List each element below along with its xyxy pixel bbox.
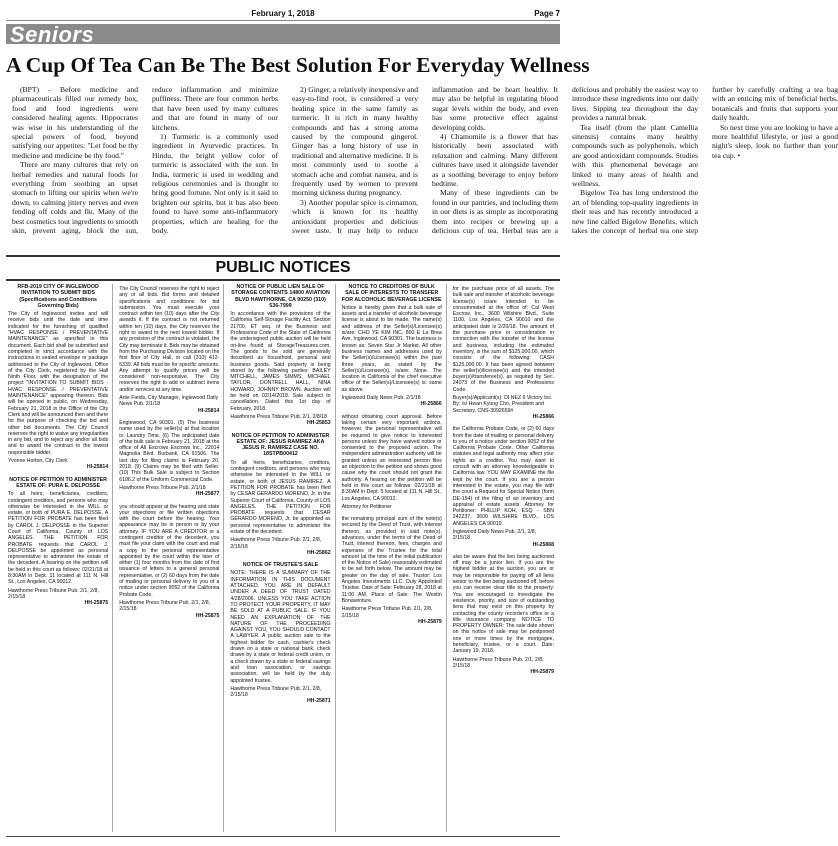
notice-signature: Inglewood Daily News Pub. 2/1, 2/8, 2/15/18	[452, 528, 537, 542]
legal-notice	[342, 414, 442, 510]
notice-signature: Buyer(s)/Applicant(s): DI NEZ 9 Victory Inc. By: /s/ Hwan Kyung Cho, President and Secretary. CNS-3092659#	[452, 395, 553, 414]
notice-id: HH-25875	[195, 612, 220, 619]
notice-signature: Hawthorne Press Tribune Pub. 2/1, 2/8, 2/15/18	[119, 599, 211, 613]
article-paragraph: Bigelow Tea has long understood the art of blending top-quality ingredients in their teas and has recently introduced a new line called Bigelow Benefits, which takes the concept of herbal tea one step further by carefully crafting a tea bag with an enticing mix of beneficial herbs, botanicals and fruits that supports your daily health.	[572, 85, 838, 236]
article-paragraph: 3) Another popular spice is cinnamon, which is known for its healthy antioxidant properties and delicious sweet taste. It may help to reduce inflammation and be heart healthy. It may also be helpful in regulating blood sugar levels within the body, and even has some protective effect against developing colds.	[292, 85, 558, 236]
notice-body: also be aware that the lien being auctioned off may be a junior lien. If you are the highest bidder at the auction, you are or may be responsible for paying off all liens senior to the lien being auctioned off, before you can receive clear title to the property. You are encouraged to investigate the existence, priority, and size of outstanding liens that may exist on this property by contacting the county recorder's office or a title insurance company. NOTICE TO PROPERTY OWNER: The sale date shown on this notice of sale may be postponed one or more times by the mortgagee, beneficiary, trustee, or a court. Date: January 19, 2018.	[452, 553, 554, 655]
notice-column	[8, 284, 113, 832]
article-headline: A Cup Of Tea Can Be The Best Solution For Everyday Wellness	[6, 53, 590, 77]
legal-notice	[342, 516, 442, 625]
notice-id: HH-25853	[306, 420, 331, 427]
notice-title: NOTICE OF PUBLIC LIEN SALE OF STORAGE CONTENTS 14800 AVIATION BLVD HAWTHORNE, CA 90250 (310) 536-7999	[231, 284, 330, 309]
notice-body: NOTE: THERE IS A SUMMARY OF THE INFORMATION IN THIS DOCUMENT ATTACHED. YOU ARE IN DEFAULT UNDER A DEED OF TRUST DATED 4/28/2006. UNLESS YOU TAKE ACTION TO PROTECT YOUR PROPERTY, IT MAY BE SOLD AT A PUBLIC SALE. IF YOU NEED AN EXPLANATION OF THE NATURE OF THE PROCEEDING AGAINST YOU, YOU SHOULD CONTACT A LAWYER. A public auction sale to the highest bidder for cash, cashier's check drawn on a state or national bank, check drawn by a state or federal credit union, or a check drawn by a state or federal savings and loan association, or savings association, will be held by the duly appointed trustee.	[230, 570, 331, 684]
notice-id: HI-25866	[420, 401, 442, 408]
legal-notice	[230, 433, 330, 557]
notice-signature: Hawthorne Press Tribune Pub. 2/1, 2/8, 2/15/18	[341, 606, 433, 619]
legal-notice	[453, 426, 554, 548]
article-paragraph: 1) Turmeric is a commonly used ingredient in Ayurvedic practices. In Hindu, the bright yellow color of turmeric is associated with the sun. In India, turmeric is used in wedding and religious ceremonies and is thought to bring good fortune. Not only is it said to brighten our spirits, but it has also been found to have some anti-inflammatory properties, which are healing for the body.	[152, 132, 278, 236]
notice-id: HH-25862	[306, 549, 331, 556]
article-body	[12, 85, 838, 243]
notice-title: NOTICE OF PETITION TO ADMINISTER ESTATE OF: JESUS RAMIREZ AKA JESUS R. RAMIREZ CASE NO. 18STPB00412	[231, 432, 330, 458]
article-paragraph: (BPT) - Before medicine and pharmaceuticals filled our remedy box, food and food ingredients were considered healing agents. Hippocrates was wise in his understanding of the special powers of food, beyond satisfying our appetites: "Let food be thy medicine and medicine be thy food."	[12, 85, 138, 160]
notice-column	[342, 284, 447, 832]
article-paragraph: So next time you are looking to have a more healthful lifestyle, or just a good night's sleep, look no further than your tea cup. •	[712, 122, 838, 160]
notice-body: To all heirs, beneficiaries, creditors, contingent creditors, and persons who may otherwise be interested in the WILL or estate, or both of JESUS RAMIREZ. A PETITION FOR PROBATE has been filed by CESAR GERARDO MORENO, Jr. in the Superior Court of California, County of LOS ANGELES. THE PETITION FOR PROBATE requests that CESAR GERARDO MORENO, Jr. be appointed as personal representative to administer the estate of the decedent.	[230, 459, 331, 535]
notice-id: HH-25879	[530, 669, 554, 676]
notice-body: the California Probate Code, or (2) 60 days from the date of mailing or personal delivery to you of a notice under section 9052 of the California Probate Code. Other California statutes and legal authority may affect your rights as a creditor. You may want to consult with an attorney knowledgeable in California law. YOU MAY EXAMINE the file kept by the court. If you are a person interested in the estate, you may file with the court a Request for Special Notice (form DE-154) of the filing of an inventory and appraisal of estate assets. Attorney for Petitioner: PHILLIP KOH, ESQ - SBN 242237, 3600 WILSHIRE BLVD., LOS ANGELES CA 90010.	[452, 426, 554, 527]
page-header	[6, 6, 560, 21]
legal-notice	[342, 284, 442, 408]
bottom-rule	[6, 836, 560, 837]
issue-date: February 1, 2018	[251, 8, 315, 18]
article-paragraph: Many of these ingredients can be found in our pantries, and including them in our diets is as simple as incorporating them into recipes or brewing up a delicious cup of tea. Herbal teas are a delicious and probably the easiest way to introduce these ingredients into our daily lives. Sipping tea throughout the day provides a natural break.	[432, 85, 698, 236]
legal-notice	[8, 284, 108, 471]
notice-signature: Attorney for Petitioner	[341, 503, 392, 510]
notice-signature: Artie Fields, City Manager, Inglewood Daily News Pub. 2/1/18	[119, 395, 219, 408]
notice-body: To all heirs, beneficiaries, creditors, contingent creditors, and persons who may otherwise be interested in the WILL or estate, or both of PURA E. DELPOSSE. A PETITION FOR PROBATE has been filed by CAROL J. DELPOSSE in the Superior Court of California, County of LOS ANGELES. THE PETITION FOR PROBATE requests that CAROL J. DELPOSSE be appointed as personal representative to administer the estate of the decedent. A hearing on the petition will be held in this court as follows: 02/21/18 at 8:30AM in Dept. 11 located at 111 N. Hill St., Los Angeles, CA 90012.	[8, 491, 109, 586]
notice-id: HI-25814	[198, 407, 220, 414]
notice-id: HI-25868	[532, 541, 554, 548]
legal-notice	[453, 286, 554, 420]
section-label: Seniors	[10, 22, 95, 47]
notice-signature: Hawthorne Press Tribune Pub. 2/1/18	[119, 484, 206, 491]
legal-notice	[230, 284, 330, 427]
notice-title: RFB-2019 CITY OF INGLEWOOD INVITATION TO SUBMIT BIDS (Specifications and Conditions Governing Bids)	[17, 284, 99, 309]
article-paragraph: Tea itself (from the plant Camellia sinensis) contains many healthy compounds such as polyphenols, which are good antioxidant compounds. Studies with this phenomenal beverage are linked to many areas of health and wellness.	[572, 122, 698, 189]
notice-signature: Hawthorne Press Tribune Pub. 2/1, 2/8/18	[230, 413, 327, 420]
notice-column	[119, 284, 224, 832]
notice-signature: Inglewood Daily News Pub. 2/1/18	[341, 395, 421, 402]
notice-id: HH-25877	[195, 491, 220, 498]
notice-body: you should appear at the hearing and state your objections or file written objections with the court before the hearing. Your appearance may be in person or by your attorney. IF YOU ARE A CREDITOR or a contingent creditor of the decedent, you must file your claim with the court and mail a copy to the personal representative appointed by the court within the later of either (1) four months from the date of first issuance of letters to a general personal representative, or (2) 60 days from the date of mailing or personal delivery to you of a notice under section 9052 of the California Probate Code.	[119, 503, 220, 598]
legal-notice	[8, 477, 108, 607]
legal-notice	[230, 562, 330, 705]
public-notices-grid	[8, 284, 558, 832]
page-number: Page 7	[534, 8, 560, 18]
notice-signature: Hawthorne Press Tribune Pub. 2/1, 2/8, 2/15/18	[8, 587, 99, 600]
notice-body: Notice is hereby given that a bulk sale of assets and a transfer of alcoholic beverage license is about to be made. The name(s) and address of the Seller(s)/Licensee(s) is/are: CHO YE KIM INC, 800 E La Brea Ave, Inglewood, CA 90301. The business is known as: Seven Star Jr Market. All other business names and addresses used by the Seller(s)/Licensee(s) within the past three years, as stated by the Seller(s)/Licensee(s), is/are: None. The location in California of the chief executive office of the Seller(s)/Licensee(s) is: same as above.	[341, 304, 442, 393]
notice-id: HI-25814	[86, 464, 109, 471]
article-paragraph: 2) Ginger, a relatively inexpensive and easy-to-find root, is considered a very healing spice in the same family as turmeric. It is rich in many healthy compounds and has a strong aroma caused by the compound gingerol. Ginger has a long history of use in traditional and alternative medicine. It is most commonly used to soothe a stomach ache and combat nausea, and is frequently used by women to prevent morning sickness during pregnancy.	[292, 85, 418, 198]
notice-body: without obtaining court approval. Before taking certain very important actions, however, the personal representative will be required to give notice to interested persons unless they have waived notice or consented to the proposed action. The independent administration authority will be granted unless an interested person files an objection to the petition and shows good cause why the court should not grant the authority. A hearing on the petition will be held in this court as follows: 02/21/18 at 8:30AM in Dept. 5 located at 111 N. Hill St., Los Angeles, CA 90012.	[341, 413, 442, 502]
legal-notice	[453, 554, 554, 676]
notice-title: NOTICE OF TRUSTEE'S SALE	[242, 562, 319, 569]
notice-body: the remaining principal sum of the note(s) secured by the Deed of Trust, with interest thereon, as provided in said note(s), advances, under the terms of the Deed of Trust, interest thereon, fees, charges and expenses of the Trustee for the total amount (at the time of the initial publication of the Notice of Sale) reasonably estimated to be set forth below. The amount may be greater on the day of sale. Trustor: Los Angeles Investments LLC. Duly Appointed Trustee. Date of Sale: February 28, 2018 at 11:00 AM. Place of Sale: The Westin Bonaventure.	[341, 516, 442, 604]
notice-body: In accordance with the provisions of the California Self-Storage Facility Act, Section 21700, ET seq. of the Business and Professions Code of the State of California the undersigned public auction will be held on-line found at StorageTreasures.com. The goods to be sold are generally described as household, personal and business goods. Said property is being stored by the following parties: BAILEY MITCHELL, JAMES SIMMS, MICHAEL TAYLOR, DONTRELL HALL, NINA HOWARD, JOHNNY BROWN. Auction will be held on 02/14/2018. Sale subject to cancellation. Dated this 1st day of February, 2018.	[230, 311, 331, 412]
legal-notice	[119, 286, 219, 414]
notice-signature: Hawthorne Press Tribune Pub. 2/1, 2/8, 2/15/18	[230, 685, 322, 699]
notice-signature: Yvonne Horton, City Clerk	[8, 458, 68, 465]
article-paragraph: 4) Chamomile is a flower that has historically been associated with relaxation and calming. Many different cultures have used it alongside lavender as a soothing beverage to enjoy before bedtime.	[432, 132, 558, 189]
notice-body: Englewood, CA 90301. (5) The business name used by the seller(s) at that location is: Laundry Time. (6) The anticipated date of the bulk sale is February 21, 2018 at the office of All Escrows Escrows Inc., 22014 Magnolia Blvd. Burbank, CA 91506. The last day for filing claims is February 20, 2018. (9) Claims may be filed with Seller. (10) This Bulk Sale is subject to Section 6106.2 of the Uniform Commercial Code.	[119, 419, 220, 483]
article-paragraph: There are many cultures that rely on herbal remedies and natural foods for everything from soothing an upset stomach to lifting our spirits when we're down, to calming jittery nerves and even fending off colds and flu. Many of the best cosmetics tout ingredients to smooth skin, prevent aging, block the sun, reduce inflammation and minimize puffiness. There are four common herbs that have been used by many cultures and that are found in many of our kitchens.	[12, 85, 278, 236]
notice-title: NOTICE TO CREDITORS OF BULK SALE OF INTERESTS TO TRANSFER FOR ALCOHOLIC BEVERAGE LICENSE	[341, 284, 442, 303]
notice-body: The City of Inglewood invites and will receive bids until the date and time indicated for the furnishing of qualified "HVAC RESPONSE / PREVENTATIVE MAINTENANCE" as specified in this document. Each bid shall be submitted and completed in strict accordance with the instructions in sealed envelope or package addressed to the City of Inglewood, Office of the City Clerk, registered by the Hall Ninth Floor, with the designation of the project "INVITATION TO SUBMIT BIDS - HVAC RESPONSE / PREVENTATIVE MAINTENANCE" appearing thereon. Bids will be opened in public, on Wednesday, February 21, 2018 in the Office of the City Clerk and will be announced then and there for the purpose of checking the bid and other bid documents. The City Council reserves the right to waive any irregularities in any bid, and to reject any and/or all bids and to award the contract to the lowest responsible bidder.	[8, 311, 109, 456]
notice-signature: Hawthorne Press Tribune Pub. 2/1, 2/8, 2/15/18	[230, 537, 322, 550]
legal-notice	[119, 420, 219, 498]
notice-title: NOTICE OF PETITION TO ADMINISTER ESTATE OF: PURA E. DELPOSSE	[9, 476, 107, 489]
legal-notice	[119, 504, 219, 619]
notice-body: The City Council reserves the right to reject any or all bids. Bid forms and detailed specifications and conditions for bid submission. You must execute your contract within ten (10) days after the City awards it. If the contract is not returned within ten (10) days, the City reserves the right to award to the next lowest bidder. If any provision of the contract is violated, the City may terminate it. Bids may be obtained from the Purchasing Division located on the first floor of City Hall, or call (310) 412-5339. All bids must be for specific amounts. Any attempt to qualify prices will be considered non-responsive. The City reserves the right to add or subtract items and/or services at any time.	[119, 286, 220, 393]
notice-id: HH-25871	[306, 698, 331, 705]
notice-column	[230, 284, 335, 832]
notice-id: HH-25875	[84, 600, 109, 607]
notice-id: HH-25879	[418, 618, 442, 625]
notice-id: HI-25866	[532, 413, 554, 420]
notice-body: for the purchase price of all assets. The bulk sale and transfer of alcoholic beverage license(s) is/are intended to be consummated at the office of: Cal West Escrow, Inc., 3600 Wilshire Blvd., Suite 1100, Los Angeles, CA 90010 and the anticipated date is 2/20/18. The amount of the purchase price or consideration in connection with the transfer of the license and business, including the estimated inventory, is the sum of $125,000.00, which consists of the following: CASH $125,000.00. It has been agreed between the seller(s)/licensee(s) and the intended buyer(s)/transferee(s), as required by Sec. 24073 of the Business and Professions Code.	[452, 286, 554, 393]
public-notices-header: PUBLIC NOTICES	[6, 255, 560, 281]
section-banner	[6, 22, 560, 47]
notice-signature: Hawthorne Press Tribune Pub. 2/1, 2/8, 2/15/18	[452, 656, 544, 669]
notice-column	[453, 284, 558, 832]
